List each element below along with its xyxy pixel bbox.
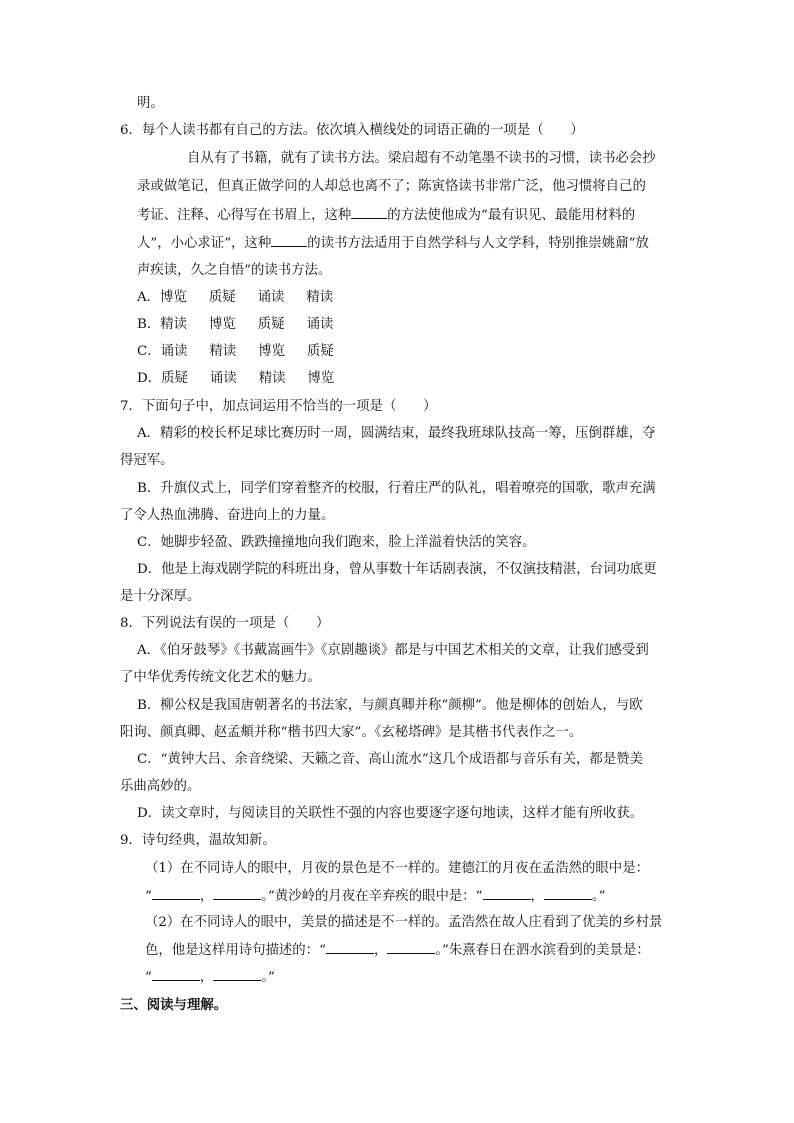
fill-blank bbox=[387, 941, 435, 954]
question-8-option-a: A．《伯牙鼓琴》《书戴嵩画牛》《京剧趣谈》都是与中国艺术相关的文章，让我们感受到 bbox=[137, 643, 649, 658]
passage-text: 人”，小心求证”，这种 bbox=[137, 236, 272, 251]
punct: “ bbox=[475, 889, 483, 904]
question-6-passage: 声疾读，久之自悟”的读书方法。 bbox=[137, 263, 332, 278]
fill-blank bbox=[483, 887, 531, 900]
option-word: 诵读 bbox=[257, 290, 285, 305]
question-7-option-a-cont: 得冠军。 bbox=[120, 453, 174, 468]
section-heading: 三、阅读与理解。 bbox=[120, 997, 228, 1013]
fill-blank bbox=[152, 968, 200, 981]
passage-text: 色，他是这样用诗句描述的： bbox=[145, 943, 320, 958]
fill-blank bbox=[152, 887, 200, 900]
option-word: 博览 bbox=[209, 317, 236, 332]
option-word: A．博览 bbox=[137, 290, 187, 305]
punct: ， bbox=[530, 889, 544, 904]
question-7-option-b-cont: 了令人热血沸腾、奋进向上的力量。 bbox=[120, 508, 335, 523]
fill-blank bbox=[213, 887, 261, 900]
option-word: 精读 bbox=[306, 290, 334, 305]
question-8-option-b-cont: 阳询、颜真卿、赵孟頫并称“楷书四大家”。《玄秘塔碑》是其楷书代表作之一。 bbox=[120, 725, 583, 740]
question-7-option-d-cont: 是十分深厚。 bbox=[120, 589, 201, 604]
question-9-part-1: （1）在不同诗人的眼中，月夜的景色是不一样的。建德江的月夜在孟浩然的眼中是： bbox=[145, 861, 649, 876]
punct: “ bbox=[319, 943, 326, 958]
question-6-option-a bbox=[137, 289, 333, 307]
punct: “ bbox=[145, 889, 152, 904]
question-7-option-d: D．他是上海戏剧学院的科班出身，曾从事数十年话剧表演，不仅演技精湛，台词功底更 bbox=[137, 562, 657, 577]
punct: ， bbox=[199, 889, 214, 904]
question-7-stem: 7．下面句子中，加点词运用不恰当的一项是（ ） bbox=[120, 399, 437, 414]
passage-text: 的方法使他成为“最有识见、最能用材料的 bbox=[387, 208, 636, 223]
punct: ， bbox=[373, 943, 388, 958]
option-word: 诵读 bbox=[306, 317, 334, 332]
fill-blank bbox=[351, 206, 387, 219]
question-8-option-d: D．读文章时，与阅读目的关联性不强的内容也要逐字逐句地读，这样才能有所收获。 bbox=[137, 806, 644, 821]
question-9-part-1-blanks bbox=[145, 887, 605, 905]
question-6-passage: 自从有了书籍，就有了读书方法。梁启超有不动笔墨不读书的习惯，读书必会抄 bbox=[187, 151, 656, 166]
question-7-option-c: C．她脚步轻盈、跌跌撞撞地向我们跑来，脸上洋溢着快活的笑容。 bbox=[137, 535, 536, 550]
option-word: 质疑 bbox=[208, 290, 236, 305]
punct: ， bbox=[199, 970, 214, 985]
question-7-option-a: A．精彩的校长杯足球比赛历时一周，圆满结束，最终我班球队技高一筹，压倒群雄，夺 bbox=[137, 426, 656, 441]
fill-blank bbox=[544, 887, 592, 900]
fill-blank bbox=[213, 968, 261, 981]
question-6-option-c bbox=[137, 343, 334, 361]
option-word: 博览 bbox=[258, 344, 285, 359]
option-word: 精读 bbox=[209, 344, 237, 359]
punct: 。” bbox=[261, 970, 275, 985]
fill-blank bbox=[326, 941, 374, 954]
question-7-option-b: B．升旗仪式上，同学们穿着整齐的校服，行着庄严的队礼，唱着嘹亮的国歌，歌声充满 bbox=[137, 481, 656, 496]
option-word: B．精读 bbox=[137, 317, 188, 332]
question-6-passage bbox=[137, 234, 649, 252]
option-word: C．诵读 bbox=[137, 344, 188, 359]
option-word: 质疑 bbox=[306, 344, 334, 359]
passage-text: 考证、注释、心得写在书眉上，这种 bbox=[137, 208, 352, 223]
option-word: 博览 bbox=[307, 371, 335, 386]
question-6-passage: 录或做笔记，但真正做学问的人却总也离不了；陈寅恪读书非常广泛，他习惯将自己的 bbox=[137, 179, 646, 194]
question-9-part-2-blanks bbox=[145, 968, 275, 986]
question-9-stem: 9．诗句经典，温故知新。 bbox=[120, 833, 276, 848]
text-line: 明。 bbox=[137, 96, 164, 111]
passage-text: 。”黄沙岭的月夜在辛弃疾的眼中是： bbox=[261, 889, 476, 904]
option-word: D．质疑 bbox=[137, 371, 188, 386]
option-word: 质疑 bbox=[257, 317, 285, 332]
passage-text: 的读书方法适用于自然学科与人文学科，特别推崇姚鼐“放 bbox=[307, 236, 649, 251]
question-6-stem: 6．每个人读书都有自己的方法。依次填入横线处的词语正确的一项是（ ） bbox=[120, 123, 584, 138]
question-6-option-b bbox=[137, 316, 333, 334]
question-9-part-2: （2）在不同诗人的眼中，美景的描述是不一样的。孟浩然在故人庄看到了优美的乡村景 bbox=[145, 915, 663, 930]
punct: 。” bbox=[591, 889, 606, 904]
question-9-part-2-blanks bbox=[145, 941, 650, 959]
option-word: 精读 bbox=[258, 371, 286, 386]
question-8-option-a-cont: 了中华优秀传统文化艺术的魅力。 bbox=[120, 670, 321, 685]
fill-blank bbox=[271, 234, 307, 247]
punct: “ bbox=[145, 970, 152, 985]
question-8-stem: 8．下列说法有误的一项是（ ） bbox=[120, 616, 330, 631]
question-6-passage bbox=[137, 206, 635, 224]
question-8-option-c-cont: 乐曲高妙的。 bbox=[120, 779, 201, 794]
question-8-option-b: B．柳公权是我国唐朝著名的书法家，与颜真卿并称“颜柳”。他是柳体的创始人，与欧 bbox=[137, 698, 643, 713]
question-6-option-d bbox=[137, 370, 334, 388]
question-8-option-c: C．“黄钟大吕、余音绕梁、天籁之音、高山流水”这几个成语都与音乐有关，都是赞美 bbox=[137, 752, 643, 767]
passage-text: 。”朱熹春日在泗水滨看到的美景是： bbox=[435, 943, 650, 958]
option-word: 诵读 bbox=[209, 371, 237, 386]
